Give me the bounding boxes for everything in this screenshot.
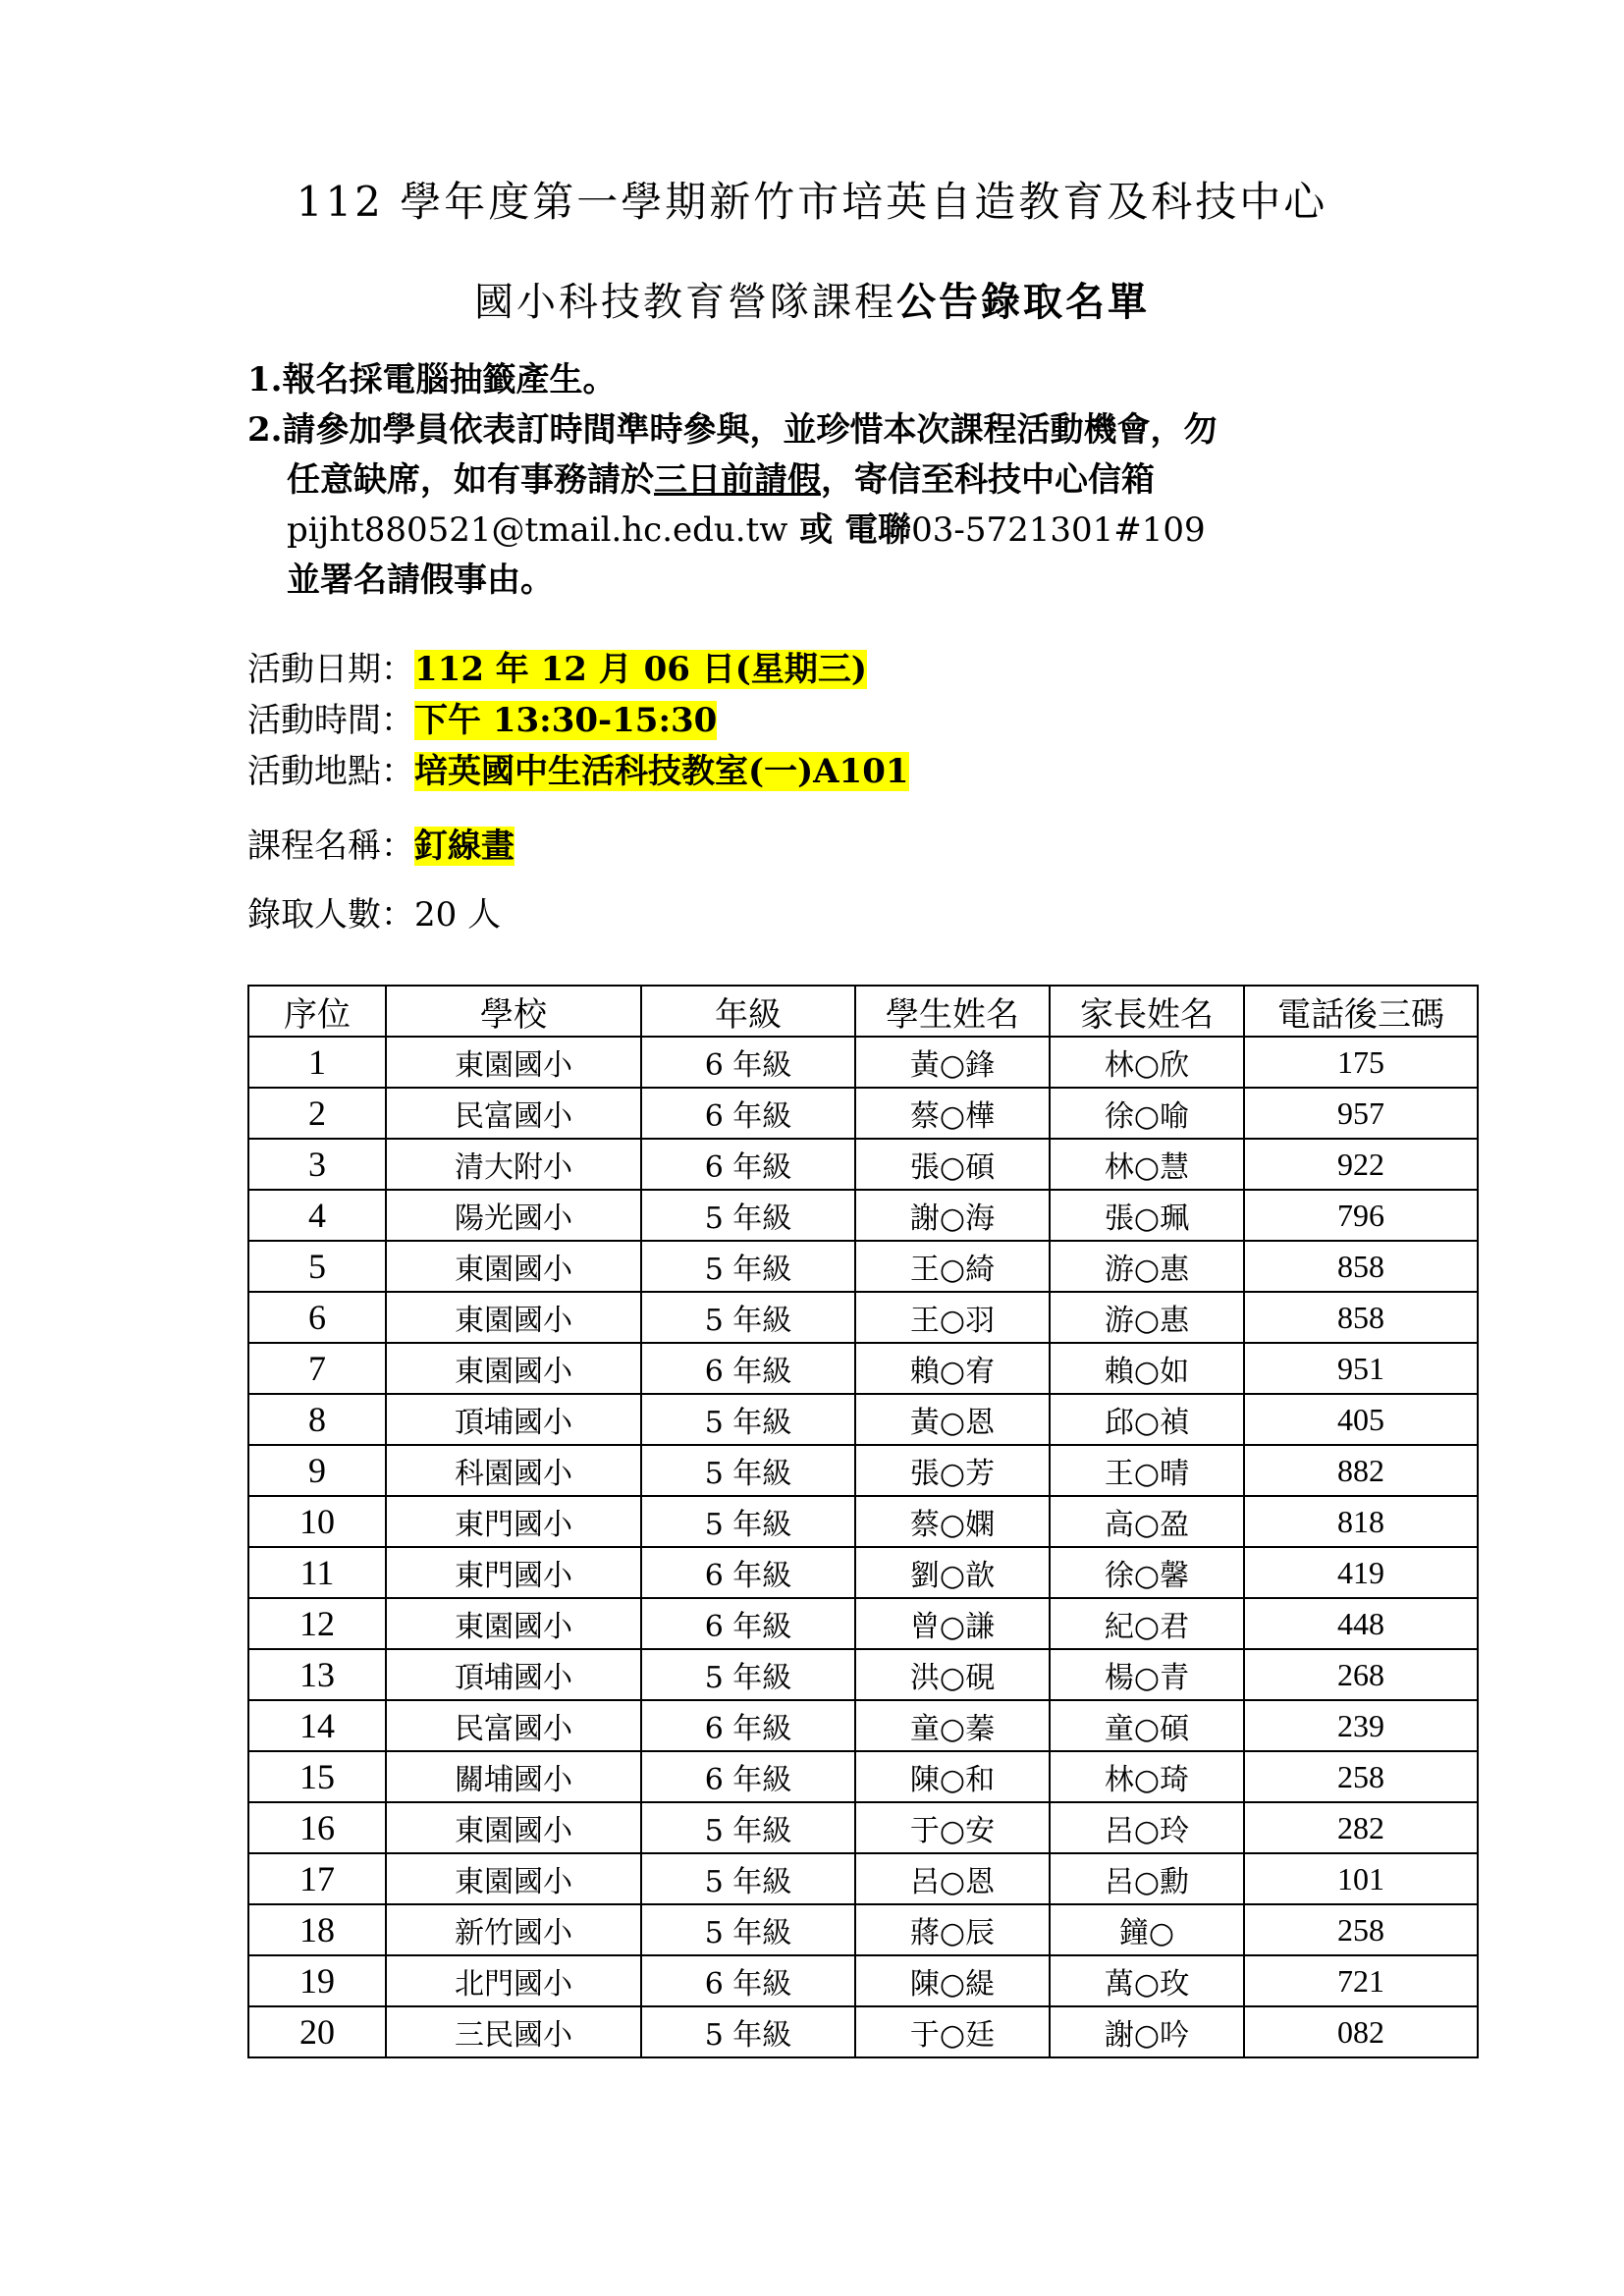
cell-school: 三民國小 — [386, 2006, 641, 2057]
cell-school: 東園國小 — [386, 1598, 641, 1649]
cell-student-name: 蔣○辰 — [855, 1904, 1050, 1955]
subtitle-bold: 公告錄取名單 — [896, 279, 1150, 325]
notice-list — [247, 355, 1475, 606]
cell-student-name: 蔡○嫻 — [855, 1496, 1050, 1547]
cell-grade: 5 年級 — [641, 1904, 855, 1955]
cell-phone-last3: 175 — [1244, 1037, 1478, 1088]
cell-phone-last3: 448 — [1244, 1598, 1478, 1649]
cell-phone-last3: 258 — [1244, 1751, 1478, 1802]
cell-seq: 7 — [248, 1343, 386, 1394]
contact-email: pijht880521@tmail.hc.edu.tw — [287, 510, 788, 550]
cell-student-name: 王○綺 — [855, 1241, 1050, 1292]
notice-item-2-line-2 — [247, 455, 1475, 506]
cell-seq: 5 — [248, 1241, 386, 1292]
cell-student-name: 童○蓁 — [855, 1700, 1050, 1751]
admission-table — [247, 985, 1479, 2058]
cell-student-name: 謝○海 — [855, 1190, 1050, 1241]
cell-phone-last3: 858 — [1244, 1292, 1478, 1343]
header-student-name: 學生姓名 — [855, 986, 1050, 1037]
cell-school: 東園國小 — [386, 1292, 641, 1343]
cell-parent-name: 游○惠 — [1050, 1292, 1244, 1343]
cell-parent-name: 徐○喻 — [1050, 1088, 1244, 1139]
cell-phone-last3: 796 — [1244, 1190, 1478, 1241]
cell-seq: 18 — [248, 1904, 386, 1955]
cell-parent-name: 賴○如 — [1050, 1343, 1244, 1394]
table-row — [248, 1751, 1478, 1802]
cell-seq: 20 — [248, 2006, 386, 2057]
cell-grade: 5 年級 — [641, 1241, 855, 1292]
cell-phone-last3: 882 — [1244, 1445, 1478, 1496]
notice-or: 或 — [787, 510, 845, 550]
cell-grade: 6 年級 — [641, 1751, 855, 1802]
admission-count-value: 20 人 — [414, 895, 502, 934]
document-subtitle — [0, 275, 1624, 330]
cell-seq: 8 — [248, 1394, 386, 1445]
cell-parent-name: 呂○勳 — [1050, 1853, 1244, 1904]
activity-date-value: 112 年 12 月 06 日(星期三) — [414, 650, 867, 689]
cell-seq: 3 — [248, 1139, 386, 1190]
activity-date-row — [247, 644, 867, 695]
cell-school: 東門國小 — [386, 1547, 641, 1598]
cell-school: 頂埔國小 — [386, 1394, 641, 1445]
cell-school: 東園國小 — [386, 1241, 641, 1292]
cell-school: 科園國小 — [386, 1445, 641, 1496]
cell-parent-name: 童○碩 — [1050, 1700, 1244, 1751]
cell-student-name: 王○羽 — [855, 1292, 1050, 1343]
cell-school: 清大附小 — [386, 1139, 641, 1190]
cell-parent-name: 游○惠 — [1050, 1241, 1244, 1292]
cell-school: 北門國小 — [386, 1955, 641, 2006]
cell-student-name: 黃○恩 — [855, 1394, 1050, 1445]
cell-school: 頂埔國小 — [386, 1649, 641, 1700]
cell-student-name: 賴○宥 — [855, 1343, 1050, 1394]
table-row — [248, 1802, 1478, 1853]
cell-student-name: 于○廷 — [855, 2006, 1050, 2057]
cell-parent-name: 楊○青 — [1050, 1649, 1244, 1700]
header-parent-name: 家長姓名 — [1050, 986, 1244, 1037]
cell-school: 民富國小 — [386, 1088, 641, 1139]
cell-grade: 5 年級 — [641, 1445, 855, 1496]
cell-student-name: 黃○鋒 — [855, 1037, 1050, 1088]
cell-grade: 6 年級 — [641, 1139, 855, 1190]
notice-text: ，寄信至科技中心信箱 — [821, 460, 1155, 500]
activity-place-row — [247, 746, 909, 797]
notice-item-2-line-3 — [247, 506, 1475, 556]
cell-parent-name: 萬○玫 — [1050, 1955, 1244, 2006]
table-row — [248, 1445, 1478, 1496]
cell-grade: 6 年級 — [641, 1700, 855, 1751]
cell-parent-name: 張○珮 — [1050, 1190, 1244, 1241]
cell-phone-last3: 082 — [1244, 2006, 1478, 2057]
activity-place-value: 培英國中生活科技教室(一)A101 — [414, 752, 909, 791]
cell-grade: 5 年級 — [641, 1394, 855, 1445]
cell-student-name: 張○碩 — [855, 1139, 1050, 1190]
table-row — [248, 1343, 1478, 1394]
cell-grade: 5 年級 — [641, 1649, 855, 1700]
cell-seq: 1 — [248, 1037, 386, 1088]
table-row — [248, 1955, 1478, 2006]
cell-student-name: 洪○硯 — [855, 1649, 1050, 1700]
notice-text: 任意缺席，如有事務請於 — [287, 460, 654, 500]
admission-count-label: 錄取人數： — [247, 895, 414, 934]
cell-parent-name: 王○晴 — [1050, 1445, 1244, 1496]
notice-item-1: 1.報名採電腦抽籤產生。 — [247, 360, 617, 400]
cell-parent-name: 呂○玲 — [1050, 1802, 1244, 1853]
subtitle-plain: 國小科技教育營隊課程 — [474, 280, 896, 325]
cell-grade: 5 年級 — [641, 1853, 855, 1904]
cell-student-name: 陳○和 — [855, 1751, 1050, 1802]
course-name-row — [247, 821, 514, 872]
header-seq: 序位 — [248, 986, 386, 1037]
cell-phone-last3: 101 — [1244, 1853, 1478, 1904]
table-header-row — [248, 986, 1478, 1037]
header-phone-last3: 電話後三碼 — [1244, 986, 1478, 1037]
table-row — [248, 1649, 1478, 1700]
cell-seq: 16 — [248, 1802, 386, 1853]
activity-place-label: 活動地點： — [247, 752, 414, 791]
cell-parent-name: 徐○馨 — [1050, 1547, 1244, 1598]
cell-seq: 2 — [248, 1088, 386, 1139]
cell-phone-last3: 268 — [1244, 1649, 1478, 1700]
cell-student-name: 劉○歆 — [855, 1547, 1050, 1598]
cell-grade: 5 年級 — [641, 1802, 855, 1853]
cell-seq: 17 — [248, 1853, 386, 1904]
cell-phone-last3: 818 — [1244, 1496, 1478, 1547]
table-row — [248, 1700, 1478, 1751]
header-grade: 年級 — [641, 986, 855, 1037]
cell-seq: 10 — [248, 1496, 386, 1547]
table-row — [248, 1139, 1478, 1190]
cell-grade: 6 年級 — [641, 1037, 855, 1088]
activity-time-label: 活動時間： — [247, 701, 414, 740]
cell-grade: 6 年級 — [641, 1598, 855, 1649]
table-row — [248, 1241, 1478, 1292]
activity-time-value: 下午 13:30-15:30 — [414, 701, 718, 740]
cell-student-name: 陳○緹 — [855, 1955, 1050, 2006]
notice-leave-deadline: 三日前請假 — [654, 460, 821, 500]
cell-school: 陽光國小 — [386, 1190, 641, 1241]
activity-date-label: 活動日期： — [247, 650, 414, 689]
cell-phone-last3: 282 — [1244, 1802, 1478, 1853]
cell-phone-last3: 721 — [1244, 1955, 1478, 2006]
cell-parent-name: 謝○吟 — [1050, 2006, 1244, 2057]
contact-phone: 03-5721301#109 — [911, 510, 1206, 550]
cell-school: 東園國小 — [386, 1343, 641, 1394]
cell-grade: 6 年級 — [641, 1088, 855, 1139]
cell-student-name: 于○安 — [855, 1802, 1050, 1853]
table-row — [248, 2006, 1478, 2057]
table-row — [248, 1190, 1478, 1241]
cell-parent-name: 林○慧 — [1050, 1139, 1244, 1190]
cell-seq: 11 — [248, 1547, 386, 1598]
cell-phone-last3: 858 — [1244, 1241, 1478, 1292]
cell-parent-name: 林○欣 — [1050, 1037, 1244, 1088]
cell-phone-last3: 957 — [1244, 1088, 1478, 1139]
notice-item-2-line-1: 2.請參加學員依表訂時間準時參與，並珍惜本次課程活動機會，勿 — [247, 410, 1218, 450]
cell-school: 民富國小 — [386, 1700, 641, 1751]
cell-grade: 6 年級 — [641, 1547, 855, 1598]
cell-student-name: 呂○恩 — [855, 1853, 1050, 1904]
cell-phone-last3: 258 — [1244, 1904, 1478, 1955]
cell-grade: 6 年級 — [641, 1343, 855, 1394]
table-row — [248, 1904, 1478, 1955]
cell-grade: 5 年級 — [641, 1496, 855, 1547]
cell-seq: 4 — [248, 1190, 386, 1241]
table-row — [248, 1037, 1478, 1088]
cell-phone-last3: 951 — [1244, 1343, 1478, 1394]
table-row — [248, 1853, 1478, 1904]
cell-grade: 5 年級 — [641, 1292, 855, 1343]
document-title: 112 學年度第一學期新竹市培英自造教育及科技中心 — [296, 178, 1328, 226]
table-row — [248, 1088, 1478, 1139]
table-row — [248, 1394, 1478, 1445]
header-school: 學校 — [386, 986, 641, 1037]
cell-seq: 6 — [248, 1292, 386, 1343]
cell-parent-name: 邱○禎 — [1050, 1394, 1244, 1445]
table-row — [248, 1292, 1478, 1343]
cell-seq: 19 — [248, 1955, 386, 2006]
course-name-value: 釘線畫 — [414, 827, 514, 866]
cell-school: 東園國小 — [386, 1802, 641, 1853]
cell-school: 東園國小 — [386, 1037, 641, 1088]
cell-seq: 15 — [248, 1751, 386, 1802]
activity-time-row — [247, 695, 717, 746]
cell-seq: 14 — [248, 1700, 386, 1751]
cell-seq: 9 — [248, 1445, 386, 1496]
cell-parent-name: 林○琦 — [1050, 1751, 1244, 1802]
cell-parent-name: 高○盈 — [1050, 1496, 1244, 1547]
table-row — [248, 1547, 1478, 1598]
cell-parent-name: 鐘○ — [1050, 1904, 1244, 1955]
cell-seq: 12 — [248, 1598, 386, 1649]
table-row — [248, 1496, 1478, 1547]
cell-student-name: 蔡○樺 — [855, 1088, 1050, 1139]
cell-seq: 13 — [248, 1649, 386, 1700]
cell-grade: 5 年級 — [641, 1190, 855, 1241]
cell-student-name: 曾○謙 — [855, 1598, 1050, 1649]
cell-grade: 6 年級 — [641, 1955, 855, 2006]
admission-count-row — [247, 889, 501, 940]
cell-school: 關埔國小 — [386, 1751, 641, 1802]
table-body — [248, 1037, 1478, 2057]
cell-school: 東園國小 — [386, 1853, 641, 1904]
cell-phone-last3: 405 — [1244, 1394, 1478, 1445]
notice-phone-label: 電聯 — [844, 510, 912, 550]
cell-grade: 5 年級 — [641, 2006, 855, 2057]
notice-item-2-line-4: 並署名請假事由。 — [287, 561, 554, 600]
cell-phone-last3: 922 — [1244, 1139, 1478, 1190]
cell-parent-name: 紀○君 — [1050, 1598, 1244, 1649]
table-row — [248, 1598, 1478, 1649]
cell-student-name: 張○芳 — [855, 1445, 1050, 1496]
cell-school: 新竹國小 — [386, 1904, 641, 1955]
cell-school: 東門國小 — [386, 1496, 641, 1547]
cell-phone-last3: 419 — [1244, 1547, 1478, 1598]
course-name-label: 課程名稱： — [247, 827, 414, 866]
cell-phone-last3: 239 — [1244, 1700, 1478, 1751]
